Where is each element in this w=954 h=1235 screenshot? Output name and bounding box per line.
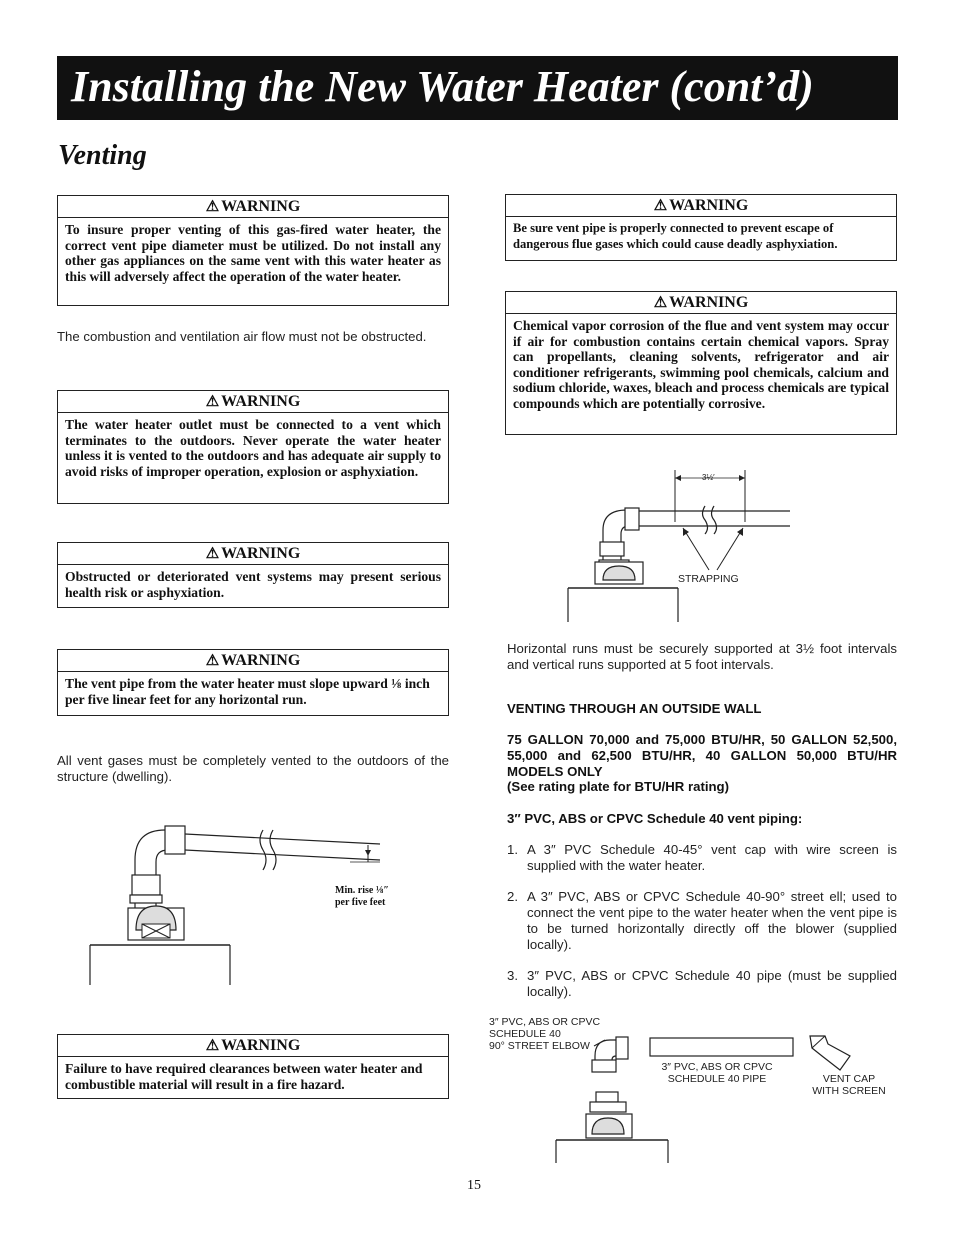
piping-steps-list: [507, 842, 897, 1015]
page-title: Installing the New Water Heater (cont’d): [71, 62, 814, 111]
warning-triangle-icon: ⚠: [653, 295, 668, 311]
warning-header: ⚠ WARNING: [58, 1035, 448, 1057]
warning-box-outdoor-vent: [57, 390, 449, 504]
strapping-label: STRAPPING: [678, 573, 739, 585]
warning-box-vent-diameter: [57, 195, 449, 306]
warning-header: ⚠ WARNING: [506, 195, 896, 217]
strapping-diagram: [565, 462, 795, 627]
warning-header: ⚠ WARNING: [58, 196, 448, 218]
vent-components-diagram: [550, 1030, 860, 1165]
combustion-air-paragraph: The combustion and ventilation air flow must not be obstructed.: [57, 329, 427, 344]
elbow-label: 3″ PVC, ABS OR CPVC SCHEDULE 40 90° STREET ELBOW: [489, 1016, 601, 1052]
outside-wall-heading: VENTING THROUGH AN OUTSIDE WALL: [507, 701, 762, 716]
warning-text: Chemical vapor corrosion of the flue and vent system may occur if air for combustion contains certain chemical vapors. Spray can propellants, cleaning solvents, refrigerator and air conditioner refrigerants, swimming pool chemicals, calcium and sodium chloride, waxes, bleach and process chemicals are typical compounds which are potentially corrosive.: [513, 318, 889, 411]
page-number: 15: [467, 1178, 481, 1193]
section-title: Venting: [58, 140, 147, 171]
warning-text: Be sure vent pipe is properly connected to prevent escape of dangerous flue gases which could cause deadly asphyxiation.: [513, 221, 838, 251]
warning-text: Failure to have required clearances between water heater and combustible material will result in a fire hazard.: [65, 1061, 423, 1092]
warning-box-chemical-corrosion: [505, 291, 897, 435]
list-item: 2. A 3″ PVC, ABS or CPVC Schedule 40-90° street ell; used to connect the vent pipe to the water heater when the vent pipe is to be turned horizontally directly off the blower (supplied locally).: [507, 889, 897, 952]
vent-cap-label: VENT CAP WITH SCREEN: [812, 1073, 886, 1097]
pipe-label: 3″ PVC, ABS OR CPVC SCHEDULE 40 PIPE: [661, 1061, 773, 1085]
horizontal-runs-paragraph: Horizontal runs must be securely supported at 3½ foot intervals and vertical runs supported at 5 foot intervals.: [507, 641, 897, 672]
warning-header: ⚠ WARNING: [58, 543, 448, 565]
list-item: 3. 3″ PVC, ABS or CPVC Schedule 40 pipe (must be supplied locally).: [507, 968, 897, 999]
warning-triangle-icon: ⚠: [205, 199, 220, 215]
list-item: 1. A 3″ PVC Schedule 40-45° vent cap with wire screen is supplied with the water heater.: [507, 842, 897, 873]
warning-box-obstructed-vent: [57, 542, 449, 608]
warning-triangle-icon: ⚠: [205, 653, 220, 669]
warning-box-pipe-connection: [505, 194, 897, 261]
warning-triangle-icon: ⚠: [205, 1038, 220, 1054]
warning-triangle-icon: ⚠: [205, 394, 220, 410]
per-five-feet-label: per five feet: [335, 897, 386, 908]
warning-header: ⚠ WARNING: [506, 292, 896, 314]
vent-slope-diagram: [80, 820, 420, 990]
warning-header: ⚠ WARNING: [58, 650, 448, 672]
piping-heading: 3″ PVC, ABS or CPVC Schedule 40 vent piping:: [507, 811, 803, 826]
warning-text: The vent pipe from the water heater must slope upward ⅛ inch per five linear feet for any horizontal run.: [65, 676, 430, 707]
warning-text: The water heater outlet must be connected to a vent which terminates to the outdoors. Never operate the water heater unless it is vented to the outdoors and has adequate air supply to avoid risks of improper operation, explosion or asphyxiation.: [65, 417, 441, 479]
vent-gases-paragraph: All vent gases must be completely vented to the outdoors of the structure (dwelling).: [57, 753, 449, 784]
interval-label: 3½′: [702, 473, 715, 482]
title-bar: [57, 56, 898, 120]
warning-box-slope: [57, 649, 449, 716]
min-rise-label: Min. rise ⅛″: [335, 885, 389, 896]
rating-plate-note: (See rating plate for BTU/HR rating): [507, 779, 730, 794]
warning-header: ⚠ WARNING: [58, 391, 448, 413]
warning-box-clearances: [57, 1034, 449, 1099]
warning-text: To insure proper venting of this gas-fired water heater, the correct vent pipe diameter must be utilized. Do not install any other gas appliances on the same vent with this water heater as this will adversely affect the operation of the water heater.: [65, 222, 441, 284]
models-heading: 75 GALLON 70,000 and 75,000 BTU/HR, 50 GALLON 52,500, 55,000 and 62,500 BTU/HR, 40 GALLON 50,000 BTU/HR MODELS ONLY: [507, 732, 897, 779]
warning-triangle-icon: ⚠: [205, 546, 220, 562]
warning-text: Obstructed or deteriorated vent systems may present serious health risk or asphyxiation.: [65, 569, 441, 600]
warning-triangle-icon: ⚠: [653, 198, 668, 214]
